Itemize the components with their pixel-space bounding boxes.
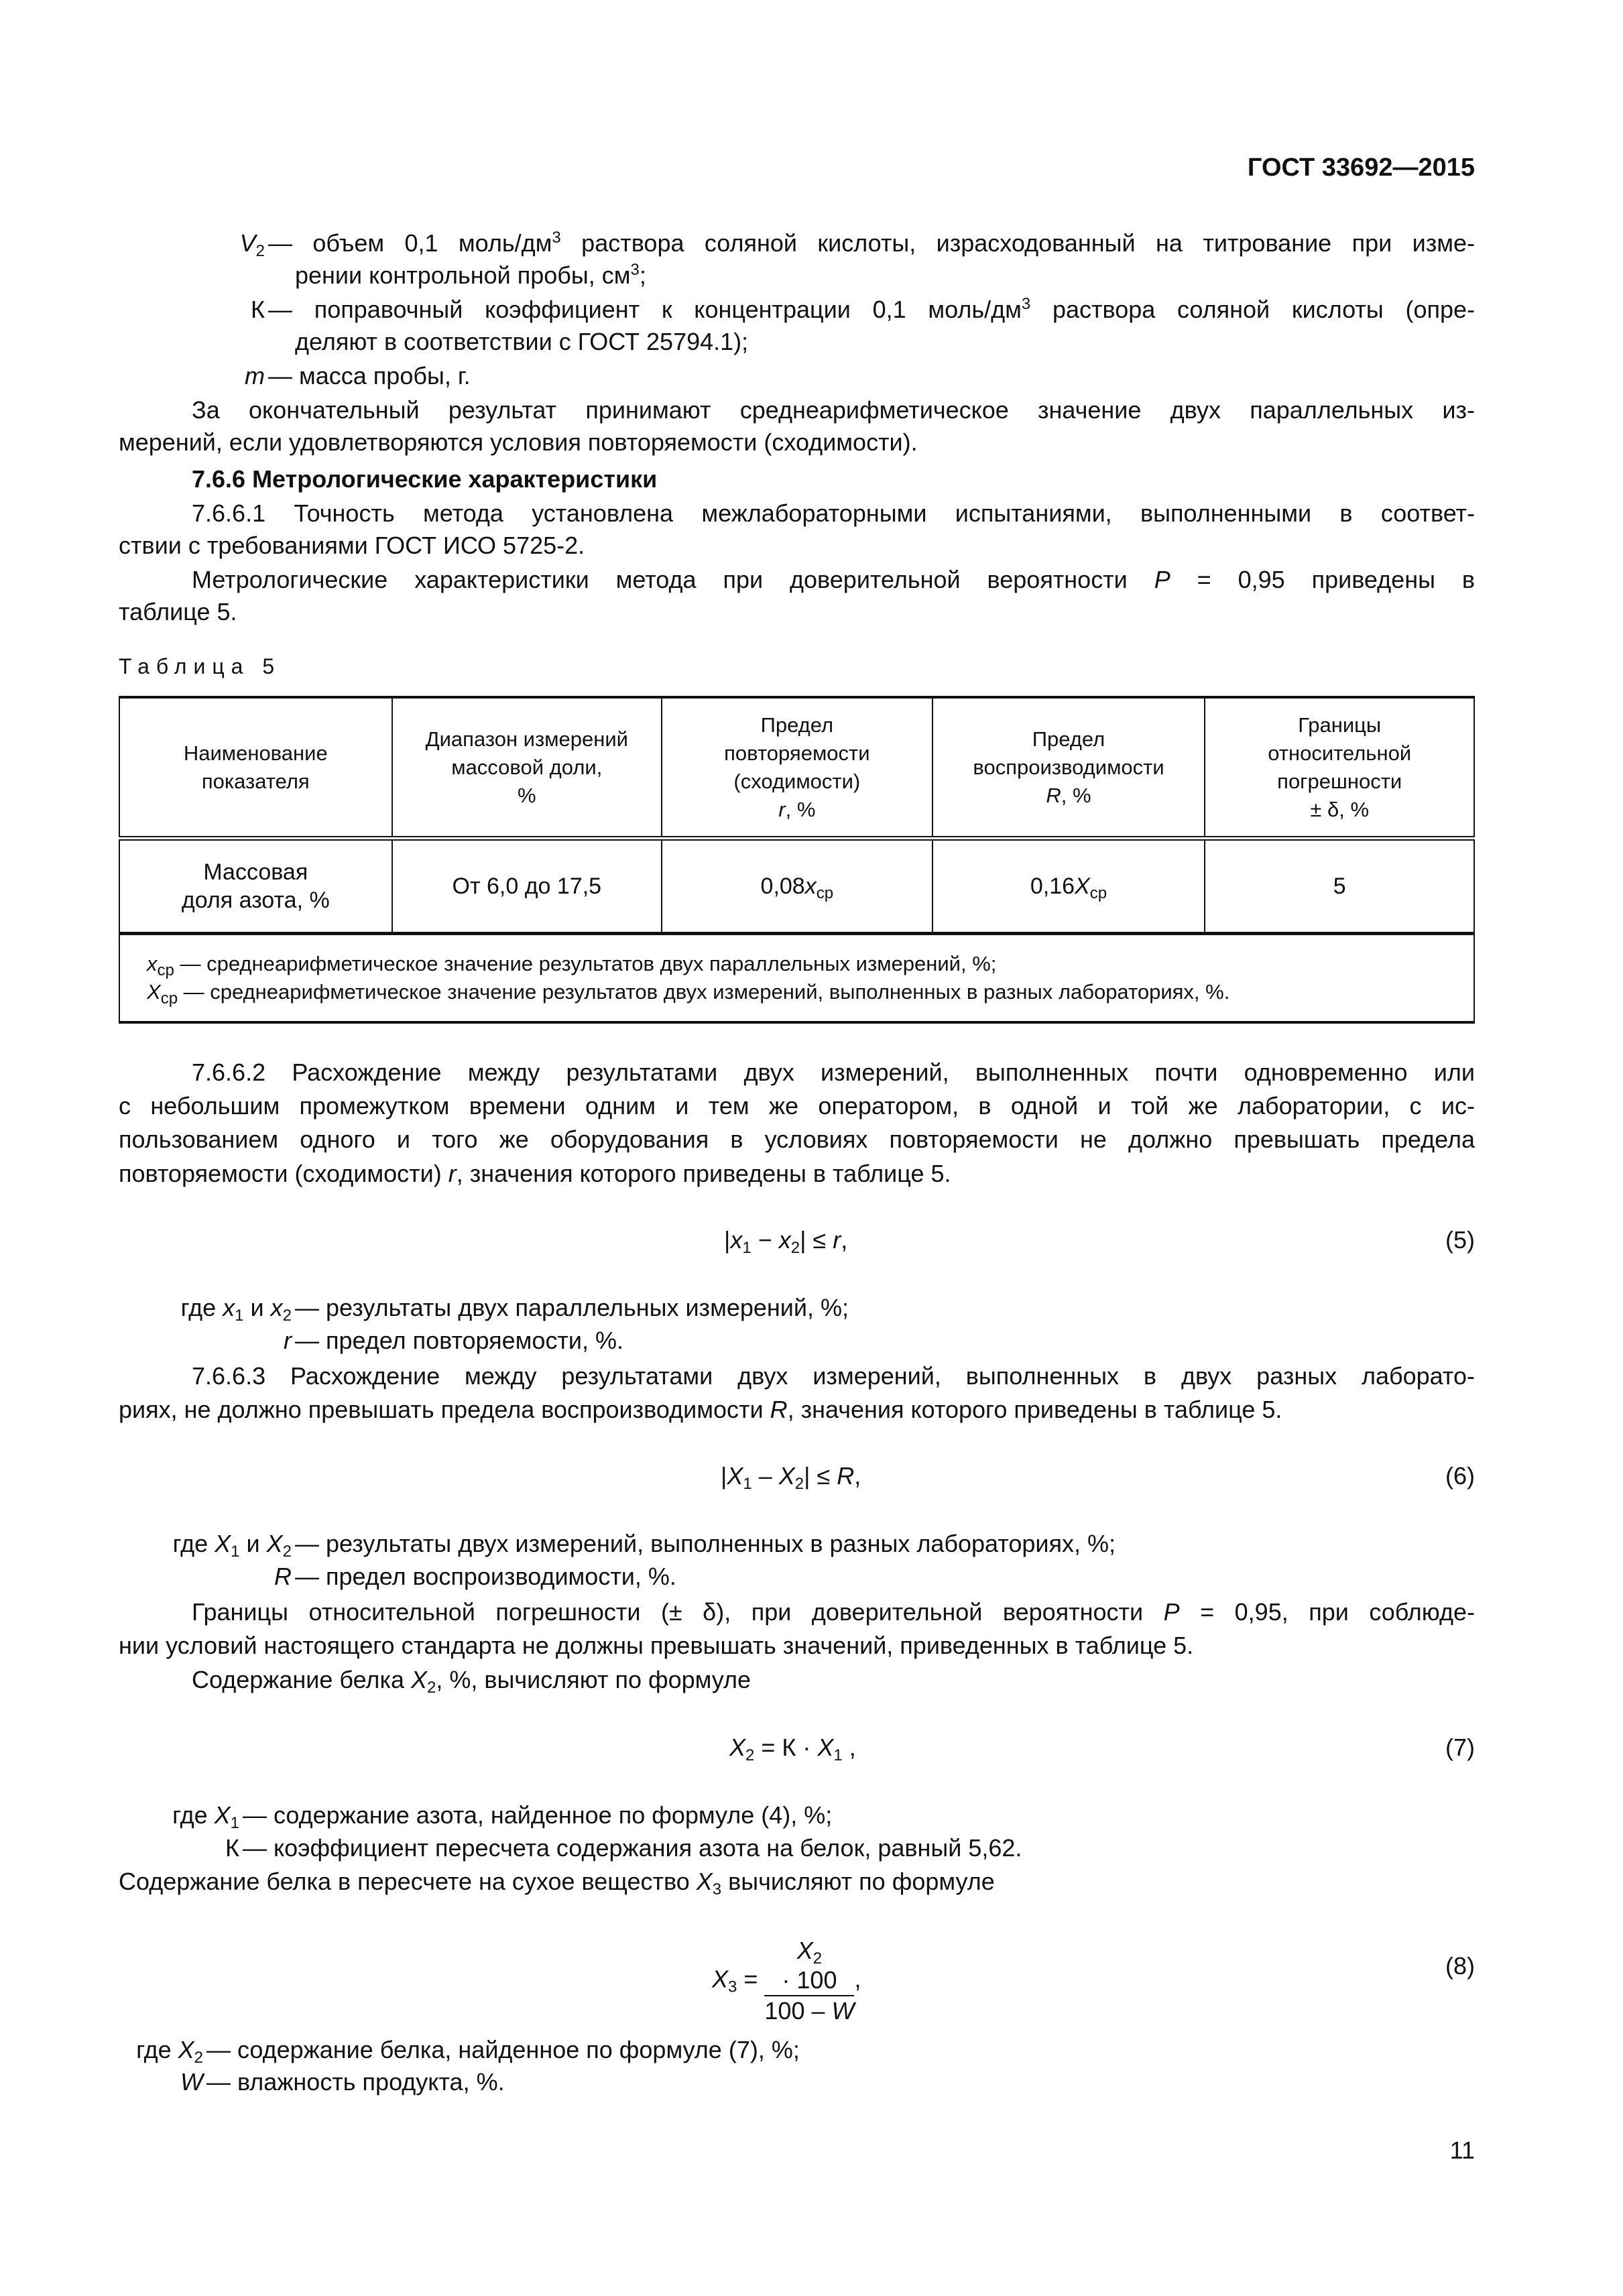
- paragraph-metrology: Метрологические характеристики метода при доверительной вероятности P = 0,95 приведены в: [192, 566, 1475, 593]
- paragraph-metrology-cont: таблице 5.: [119, 598, 237, 625]
- formula-7: $X_2 = К \cdot X_1$ ,: [729, 1734, 856, 1764]
- formula-7-number: (7): [1445, 1734, 1475, 1761]
- table-notes: [119, 934, 1474, 1023]
- cell-error-bounds: 5: [1205, 839, 1474, 934]
- formula-8: $X_3$ = $X_2$ · 100 100 – W ,: [712, 1937, 861, 2025]
- cell-indicator: Массовая доля азота, %: [119, 839, 392, 934]
- paragraph-protein: Содержание белка $X_2$, %, вычисляют по формуле: [192, 1666, 752, 1697]
- paragraph-7663: 7.6.6.3 Расхождение между результатами двух измерений, выполненных в двух разных лаборато-: [192, 1362, 1475, 1390]
- paragraph-final-result-cont: мерений, если удовлетворяются условия повторяемости (сходимости).: [119, 428, 918, 456]
- table-row: [119, 839, 1474, 934]
- paragraph-7662: 7.6.6.2 Расхождение между результатами двух измерений, выполненных почти одновременно или: [192, 1059, 1475, 1086]
- header-repeatability: Предел повторяемости (сходимости) r, %: [662, 697, 933, 839]
- formula-5-number: (5): [1445, 1226, 1475, 1254]
- table-header-row: [119, 697, 1474, 839]
- paragraph-final-result: За окончательный результат принимают среднеарифметическое значение двух параллельных из-: [192, 396, 1475, 424]
- formula-6-number: (6): [1445, 1462, 1475, 1490]
- formula-6: $|X_1 - X_2| \le R$,: [721, 1462, 861, 1493]
- note-Xcp: $X_{ср}$ — среднеарифметическое значение результатов двух измерений, выполненных в разных лабораториях, %.: [147, 980, 1230, 1008]
- header-indicator: Наименование показателя: [119, 697, 392, 839]
- paragraph-bounds: Границы относительной погрешности (± δ), при доверительной вероятности P = 0,95, при соблюде-: [192, 1598, 1475, 1626]
- paragraph-7661: 7.6.6.1 Точность метода установлена межлабораторными испытаниями, выполненными в соответ-: [192, 499, 1475, 527]
- table-5: [119, 696, 1475, 1024]
- section-heading: 7.6.6 Метрологические характеристики: [192, 465, 658, 493]
- header-error-bounds: Границы относительной погрешности ± δ, %: [1205, 697, 1474, 839]
- cell-repeatability: $0,08x_{ср}$: [662, 839, 933, 934]
- cell-range: От 6,0 до 17,5: [392, 839, 662, 934]
- formula-8-number: (8): [1445, 1952, 1475, 1980]
- paragraph-bounds-cont: нии условий настоящего стандарта не должны превышать значений, приведенных в таблице 5.: [119, 1632, 1194, 1659]
- paragraph-7661-cont: ствии с требованиями ГОСТ ИСО 5725-2.: [119, 532, 585, 559]
- paragraph-7663-cont: риях, не должно превышать предела воспроизводимости R, значения которого приведены в таблице 5.: [119, 1396, 1282, 1423]
- page-number: 11: [1449, 2136, 1475, 2164]
- paragraph-dry-basis: Содержание белка в пересчете на сухое вещество $X_3$ вычисляют по формуле: [119, 1868, 995, 1898]
- document-id-header: ГОСТ 33692—2015: [1247, 154, 1475, 182]
- formula-5: $|x_1 - x_2| \le r$,: [724, 1226, 848, 1257]
- header-reproducibility: Предел воспроизводимости R, %: [933, 697, 1205, 839]
- paragraph-7662-line: повторяемости (сходимости) r, значения которого приведены в таблице 5.: [119, 1160, 951, 1187]
- paragraph-7662-line: пользованием одного и того же оборудования в условиях повторяемости не должно превышать предела: [119, 1126, 1475, 1153]
- paragraph-7662-line: с небольшим промежутком времени одним и тем же оператором, в одной и той же лаборатории, с ис-: [119, 1092, 1475, 1120]
- table-caption: Таблица 5: [119, 654, 282, 678]
- note-xcp: $x_{ср}$ — среднеарифметическое значение результатов двух параллельных измерений, %;: [147, 952, 997, 979]
- header-range: Диапазон измерений массовой доли, %: [392, 697, 662, 839]
- cell-reproducibility: $0,16X_{ср}$: [933, 839, 1205, 934]
